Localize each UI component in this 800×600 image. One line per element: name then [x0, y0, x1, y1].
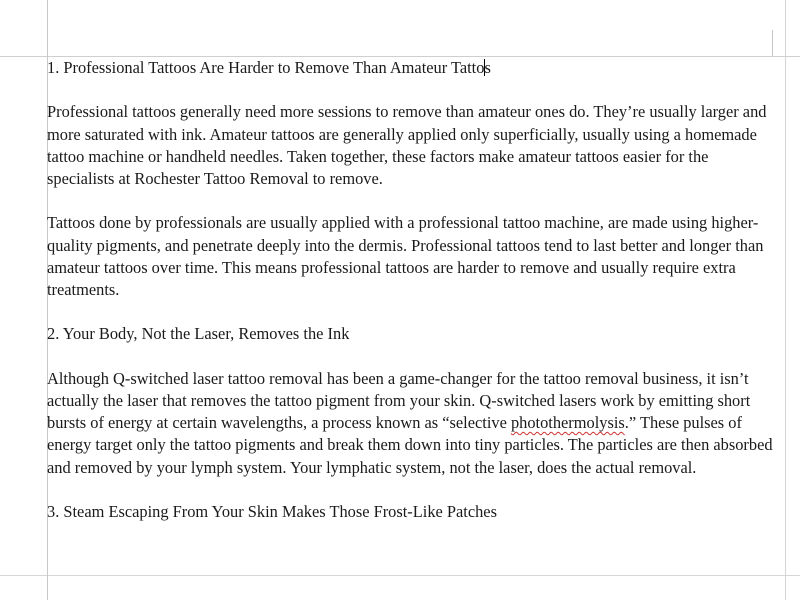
- heading-1-text-end: s: [484, 58, 491, 77]
- paragraph-2[interactable]: Tattoos done by professionals are usually applied with a professional tattoo machine, are made using higher-quality pigments, and penetrate deeply into the dermis. Professional tattoos tend to last better and longer than amateur tattoos over time. This means professional tattoos are harder to remove and usually require extra treatments.: [47, 213, 764, 299]
- misspelled-word[interactable]: photothermolysis: [510, 413, 625, 433]
- right-margin-guide: [785, 0, 786, 600]
- heading-1-text: 1. Professional Tattoos Are Harder to Remove Than Amateur Tatto: [47, 58, 485, 77]
- paragraph-1[interactable]: Professional tattoos generally need more sessions to remove than amateur ones do. They’re usually larger and more saturated with ink. Amateur tattoos are generally applied only superficially, usually using a homemade tattoo machine or handheld needles. Taken together, these factors make amateur tattoos easier for the specialists at Rochester Tattoo Removal to remove.: [47, 102, 767, 188]
- corner-mark: [772, 30, 773, 56]
- paragraph-3-text-start: Although Q-switched laser tattoo removal has been a game-changer for the tattoo removal business, it isn’t actually the laser that removes the tattoo pigment from your skin. Q-switched lasers work by emitting short bursts of energy at certain wavelengths, a process known as “selective: [47, 368, 751, 433]
- document-body[interactable]: [47, 57, 777, 545]
- paragraph-3-text-end: .” These pulses of energy target only the tattoo pigments and break them down into tiny particles. The particles are then absorbed and removed by your lymph system. Your lymphatic system, not the laser, does the actual removal.: [47, 413, 773, 477]
- bottom-margin-guide: [0, 575, 800, 576]
- heading-2[interactable]: 2. Your Body, Not the Laser, Removes the Ink: [47, 324, 350, 344]
- paragraph-3[interactable]: [47, 368, 777, 479]
- heading-1[interactable]: [47, 57, 777, 79]
- heading-3[interactable]: 3. Steam Escaping From Your Skin Makes Those Frost-Like Patches: [47, 501, 497, 521]
